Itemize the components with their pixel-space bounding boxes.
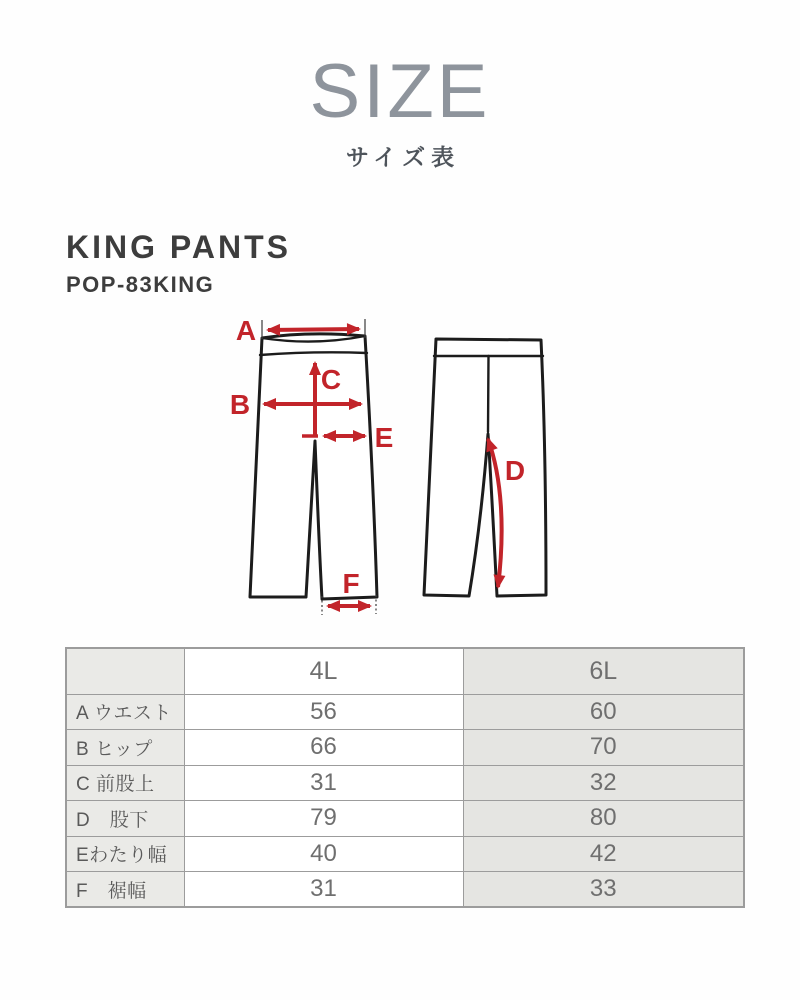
value-4l: 40 [184,836,463,872]
value-6l: 80 [463,801,744,837]
row-label: D 股下 [66,801,184,837]
page-title: SIZE [309,49,491,134]
corner-cell [66,648,184,694]
value-4l: 66 [184,730,463,766]
table-row [66,872,744,908]
value-6l: 70 [463,730,744,766]
table-header-row [66,648,744,694]
value-6l: 33 [463,872,744,908]
pants-measurement-diagram [0,310,800,630]
label-F: F [342,568,360,599]
product-name: KING PANTS [66,229,291,265]
label-A: A [235,315,257,346]
row-label: A ウエスト [66,694,184,730]
product-code: POP-83KING [66,272,215,297]
value-4l: 56 [184,694,463,730]
label-D: D [504,455,526,486]
pants-back-outline [424,339,546,596]
size-table [65,647,745,908]
table-row [66,801,744,837]
label-E: E [374,422,394,453]
row-label: B ヒップ [66,730,184,766]
column-header-6l: 6L [463,648,744,694]
value-6l: 32 [463,765,744,801]
value-4l: 31 [184,765,463,801]
table-row [66,694,744,730]
value-6l: 42 [463,836,744,872]
table-row [66,836,744,872]
row-label: C 前股上 [66,765,184,801]
value-4l: 31 [184,872,463,908]
label-C: C [320,364,342,395]
row-label: Eわたり幅 [66,836,184,872]
table-row [66,730,744,766]
page-subtitle: サイズ表 [345,144,461,170]
value-6l: 60 [463,694,744,730]
value-4l: 79 [184,801,463,837]
table-row [66,765,744,801]
row-label: F 裾幅 [66,872,184,908]
column-header-4l: 4L [184,648,463,694]
label-B: B [229,389,251,420]
